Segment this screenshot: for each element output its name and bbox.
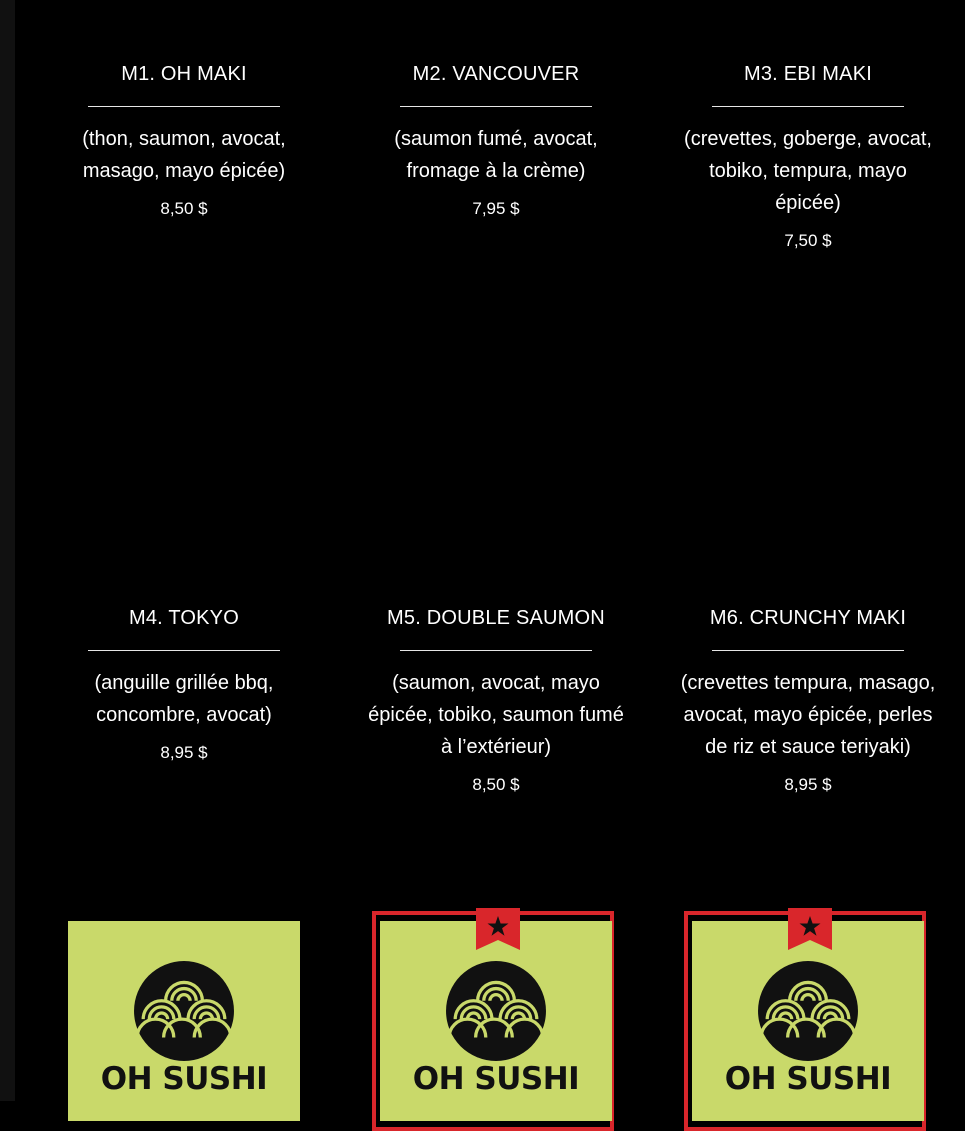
menu-item — [54, 62, 314, 220]
wave-logo-icon — [757, 960, 859, 1062]
item-description: (saumon, avocat, mayo épicée, tobiko, saumon fumé à l’extérieur) — [368, 672, 624, 758]
product-image-card[interactable] — [68, 921, 300, 1121]
logo-text: OH SUSHI — [412, 1061, 580, 1097]
title-divider — [88, 650, 280, 651]
item-title: M2. VANCOUVER — [412, 63, 580, 85]
logo-text: OH SUSHI — [100, 1061, 268, 1097]
item-price: 8,50 $ — [472, 775, 520, 794]
item-title: M6. CRUNCHY MAKI — [709, 607, 907, 629]
product-image-card[interactable] — [692, 921, 924, 1121]
wave-logo-icon — [445, 960, 547, 1062]
item-description: (crevettes, goberge, avocat, tobiko, tempura, mayo épicée) — [684, 128, 932, 214]
menu-item — [54, 606, 314, 764]
item-description: (thon, saumon, avocat, masago, mayo épicée) — [82, 128, 286, 182]
title-divider — [400, 106, 592, 107]
item-title: M5. DOUBLE SAUMON — [387, 607, 605, 629]
item-description: (saumon fumé, avocat, fromage à la crème) — [394, 128, 598, 182]
item-price: 8,50 $ — [160, 199, 208, 218]
star-ribbon-icon — [788, 908, 832, 950]
item-description: (anguille grillée bbq, concombre, avocat) — [94, 672, 274, 726]
title-divider — [712, 650, 904, 651]
item-description: (crevettes tempura, masago, avocat, mayo épicée, perles de riz et sauce teriyaki) — [680, 672, 936, 758]
item-price: 8,95 $ — [784, 775, 832, 794]
logo-text: OH SUSHI — [724, 1061, 892, 1097]
wave-logo-icon — [133, 960, 235, 1062]
product-image-card[interactable] — [380, 921, 612, 1121]
item-price: 7,95 $ — [472, 199, 520, 218]
star-ribbon-icon — [476, 908, 520, 950]
menu-item — [678, 606, 938, 796]
item-title: M1. OH MAKI — [121, 63, 247, 85]
menu-item — [678, 62, 938, 252]
item-price: 8,95 $ — [160, 743, 208, 762]
menu-item — [366, 62, 626, 220]
menu-item — [366, 606, 626, 796]
title-divider — [88, 106, 280, 107]
item-title: M4. TOKYO — [129, 607, 239, 629]
title-divider — [400, 650, 592, 651]
item-title: M3. EBI MAKI — [744, 63, 872, 85]
left-edge-strip — [0, 0, 15, 1101]
title-divider — [712, 106, 904, 107]
item-price: 7,50 $ — [784, 231, 832, 250]
